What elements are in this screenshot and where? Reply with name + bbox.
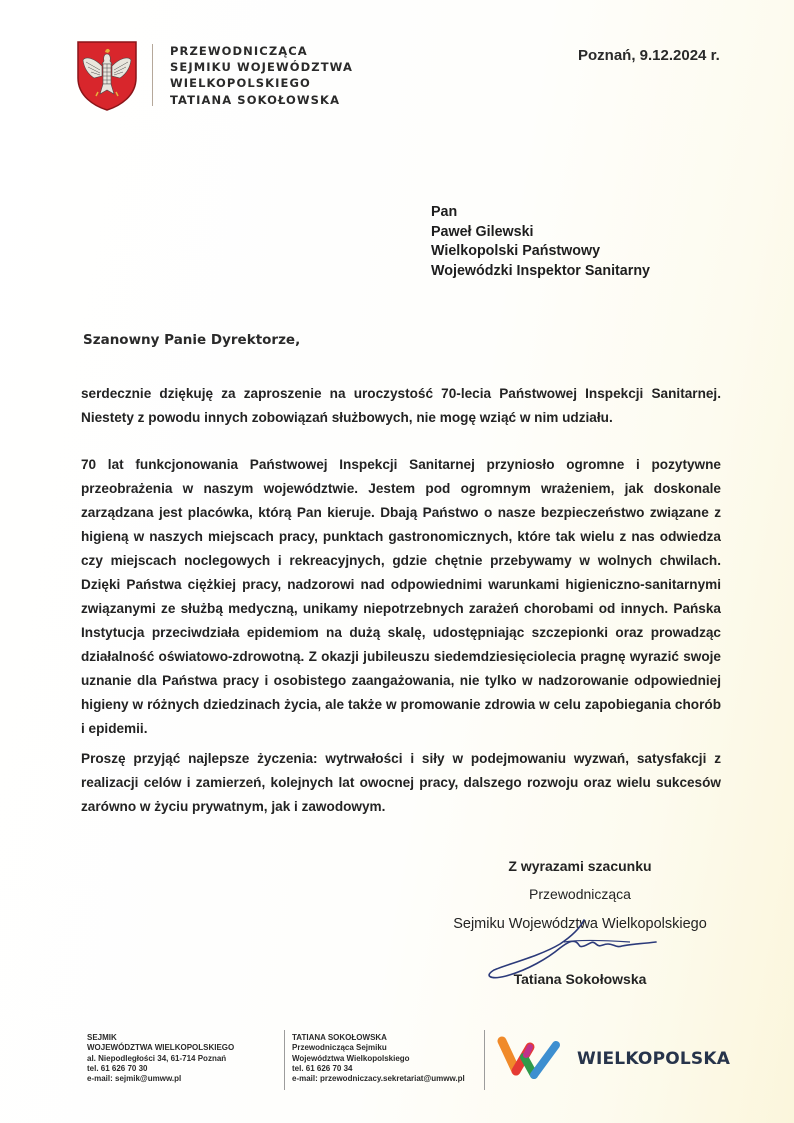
letter-date: Poznań, 9.12.2024 r. — [578, 47, 720, 64]
footer-sejmik-contact — [87, 1033, 234, 1084]
footer-email: e-mail: sejmik@umww.pl — [87, 1074, 182, 1084]
body-paragraph: Proszę przyjąć najlepsze życzenia: wytrwałości i siły w podejmowaniu wyzwań, satysfakcji z realizacji celów i zamierzeń, kolejnych lat owocnej pracy, dalszego rozwoju oraz wielu sukcesów zarówno w życiu prywatnym, jak i zawodowym. — [81, 751, 721, 814]
wielkopolska-logo-icon — [496, 1033, 566, 1083]
body-paragraph: serdecznie dziękuję za zaproszenie na uroczystość 70-lecia Państwowej Inspekcji Sanitarnej. Niestety z powodu innych zobowiązań służbowych, nie mogę wziąć w nim udziału. — [81, 386, 721, 425]
closing-body: Sejmiku Województwa Wielkopolskiego — [453, 916, 707, 932]
closing-position: Przewodnicząca — [529, 886, 631, 902]
closing-regards: Z wyrazami szacunku — [508, 858, 652, 874]
footer-chair-contact — [292, 1033, 465, 1084]
footer-line: Przewodnicząca Sejmiku — [292, 1043, 387, 1053]
addressee-line: Pan — [431, 204, 458, 220]
footer-line: WOJEWÓDZTWA WIELKOPOLSKIEGO — [87, 1043, 235, 1053]
footer-line: Województwa Wielkopolskiego — [292, 1053, 410, 1063]
letterhead-title — [170, 43, 353, 108]
footer-email: e-mail: przewodniczacy.sekretariat@umww.pl — [292, 1074, 465, 1084]
footer-line: TATIANA SOKOŁOWSKA — [292, 1033, 387, 1042]
addressee-block — [431, 203, 650, 281]
eagle-coat-of-arms-icon — [76, 40, 138, 112]
salutation: Szanowny Panie Dyrektorze, — [83, 332, 301, 348]
footer-line: tel. 61 626 70 34 — [292, 1063, 353, 1073]
footer-line: al. Niepodległości 34, 61-714 Poznań — [87, 1053, 227, 1063]
header-divider — [152, 44, 153, 106]
wielkopolska-brand-text: WIELKOPOLSKA — [577, 1049, 731, 1069]
footer-line: tel. 61 626 70 30 — [87, 1063, 148, 1073]
body-paragraph: 70 lat funkcjonowania Państwowej Inspekcji Sanitarnej przyniosło ogromne i pozytywne przeobrażenia w naszym województwie. Jestem pod ogromnym wrażeniem, jak doskonale zarządzana jest placówka, którą Pan kieruje. Dbają Państwo o nasze bezpieczeństwo związane z higieną w naszych miejscach pracy, punktach gastronomicznych, które tak wielu z nas odwiedza czy miejscach noclegowych i rekreacyjnych, gdzie chętnie przebywamy w wolnych chwilach. Dzięki Państwa ciężkiej pracy, nadzorowi nad odpowiednimi warunkami higieniczno-sanitarnymi związanymi ze służbą medyczną, unikamy niepotrzebnych zarażeń chorobami od innych. Pańska Instytucja przeciwdziała epidemiom na dużą skalę, udostępniając szczepionki oraz prowadząc działalność oświatowo-zdrowotną. Z okazji jubileuszu siedemdziesięciolecia pragnę wyrazić swoje uznanie dla Państwa pracy i osobistego zaangażowania, nie tylko w nadzorowanie odpowiedniej higieny w różnych dziedzinach życia, ale także w promowanie zdrowia w celu zapobiegania chorób i epidemii. — [81, 457, 721, 736]
letterhead-line: WIELKOPOLSKIEGO — [170, 76, 311, 91]
addressee-line: Wielkopolski Państwowy — [431, 243, 601, 259]
letterhead-line: TATIANA SOKOŁOWSKA — [170, 92, 341, 107]
footer-line: SEJMIK — [87, 1033, 117, 1042]
footer-divider — [284, 1030, 285, 1090]
addressee-line: Paweł Gilewski — [431, 223, 534, 240]
footer-divider — [484, 1030, 485, 1090]
letterhead-line: PRZEWODNICZĄCA — [170, 44, 308, 58]
signatory-name: Tatiana Sokołowska — [513, 971, 647, 987]
letterhead-line: SEJMIKU WOJEWÓDZTWA — [170, 60, 353, 75]
addressee-line: Wojewódzki Inspektor Sanitarny — [431, 262, 650, 279]
